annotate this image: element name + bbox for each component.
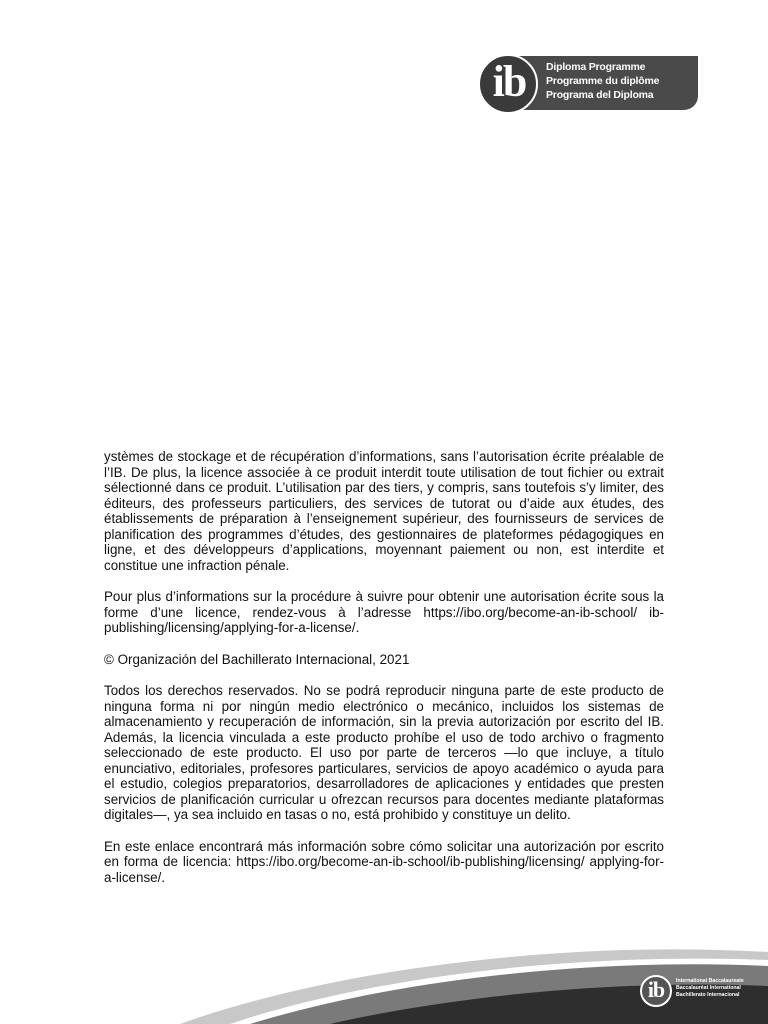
ib-logo-mark: ib bbox=[492, 57, 526, 106]
footer-logo-mark: ib bbox=[647, 977, 665, 1002]
paragraph-fr-rights: ystèmes de stockage et de récupération d’informations, sans l’autorisation écrite préalable de l’IB. De plus, la licence associée à ce produit interdit toute utilisation de tout fichier ou extrait sélectionné dans ce produit. L’utilisation par des tiers, y compris, sans toutefois s’y limiter, des éditeurs, des professeurs particuliers, des services de tutorat ou d’aide aux études, des établissements de préparation à l’enseignement supérieur, des fournisseurs de services de planification des programmes d’études, des gestionnaires de plateformes pédagogiques en ligne, et des développeurs d’applications, moyennant paiement ou non, est interdite et constitue une infraction pénale. bbox=[104, 449, 664, 573]
paragraph-es-license: En este enlace encontrará más información sobre cómo solicitar una autorización por escrito en forma de licencia: https://ibo.org/become-an-ib-school/ib-publishing/licensing/ applying-for-a-license/. bbox=[104, 838, 664, 885]
copyright-text bbox=[104, 449, 664, 901]
ib-footer-logo bbox=[640, 975, 760, 1007]
paragraph-es-rights: Todos los derechos reservados. No se podrá reproducir ninguna parte de este producto de ninguna forma ni por ningún medio electrónico o mecánico, incluidos los sistemas de almacenamiento y recuperación de información, sin la previa autorización por escrito del IB. Además, la licencia vinculada a este producto prohíbe el uso de todo archivo o fragmento seleccionado de este producto. El uso por parte de terceros —lo que incluye, a título enunciativo, editoriales, profesores particulares, servicios de apoyo académico o ayuda para el estudio, colegios preparatorios, desarrolladores de aplicaciones y entidades que presten servicios de planificación curricular u ofrezcan recursos para docentes mediante plataformas digitales—, ya sea incluido en tasas o no, está prohibido y constituye un delito. bbox=[104, 683, 664, 822]
paragraph-es-copyright: © Organización del Bachillerato Internacional, 2021 bbox=[104, 651, 410, 667]
logo-programme-names bbox=[546, 60, 659, 102]
paragraph-fr-license: Pour plus d’informations sur la procédure à suivre pour obtenir une autorisation écrite sous la forme d’une licence, rendez-vous à l’adresse https://ibo.org/become-an-ib-school/ ib-publishing/licensing/applying-for-a-license/. bbox=[104, 589, 664, 635]
footer-line-es: Bachillerato Internacional bbox=[676, 992, 740, 998]
footer-logo-names bbox=[676, 978, 744, 999]
footer-line-fr: Baccalauréat International bbox=[676, 985, 741, 991]
logo-line-es: Programa del Diploma bbox=[546, 89, 654, 101]
logo-line-fr: Programme du diplôme bbox=[546, 75, 660, 87]
logo-line-en: Diploma Programme bbox=[546, 61, 646, 73]
ib-diploma-logo bbox=[478, 54, 700, 114]
footer-line-en: International Baccalaureate bbox=[676, 978, 744, 984]
